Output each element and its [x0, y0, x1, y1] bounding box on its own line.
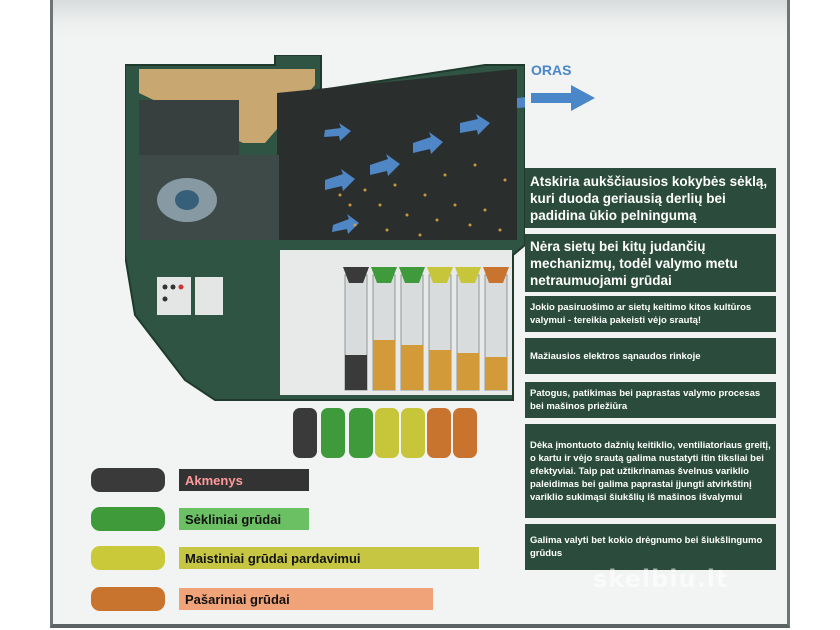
legend-chip-food: [91, 546, 165, 570]
top-shadow: [53, 0, 787, 40]
feature-box-5: [525, 382, 776, 418]
feature-text-1: Atskiria aukščiausios kokybės sėklą, kuri duoda geriausią derlių bei padidina ūkio pelningumą: [530, 173, 768, 223]
legend-label-feed: Pašariniai grūdai: [179, 588, 433, 610]
feature-box-1: [525, 168, 776, 228]
feature-text-7: Galima valyti bet kokio drėgnumo bei šiukšlingumo grūdus: [530, 535, 763, 559]
feature-box-6: [525, 424, 776, 518]
grain-sample-food-2: [401, 408, 425, 458]
grain-sample-feed-1: [427, 408, 451, 458]
feature-box-2: [525, 234, 776, 292]
legend-chip-feed: [91, 587, 165, 611]
legend-label-stones: Akmenys: [179, 469, 309, 491]
feature-text-2: Nėra sietų bei kitų judančių mechanizmų, todėl valymo metu netraumuojami grūdai: [530, 238, 738, 288]
grain-sample-seed-1: [321, 408, 345, 458]
feature-box-7: [525, 524, 776, 570]
legend-label-food: Maistiniai grūdai pardavimui: [179, 547, 479, 569]
watermark-logo: skelbiu.lt: [593, 565, 729, 593]
feature-text-6: Dėka įmontuoto dažnių keitiklio, ventiliatoriaus greitį, o kartu ir vėjo srautą galima nustatyti itin tiksliai bei efektyviai. Taip pat užtikrinamas švelnus variklio paleidimas bei galima paprastai įjungti atvirkštinį variklio sukimąsi šiukšlių iš mašinos išvalymui: [530, 439, 771, 503]
grain-sample-feed-2: [453, 408, 477, 458]
legend-chip-stones: [91, 468, 165, 492]
air-label: ORAS: [531, 62, 572, 78]
feature-text-3: Jokio pasiruošimo ar sietų keitimo kitos kultūros valymui - tereikia pakeisti vėjo srautą!: [530, 302, 752, 326]
feature-text-5: Patogus, patikimas bei paprastas valymo procesas bei mašinos priežiūra: [530, 388, 761, 412]
feature-box-3: [525, 296, 776, 332]
grain-separator-machine-illustration: [125, 55, 525, 405]
air-arrow-icon: [531, 84, 597, 112]
diagram-frame: [50, 0, 790, 628]
feature-box-4: [525, 338, 776, 374]
feature-text-4: Mažiausios elektros sąnaudos rinkoje: [530, 350, 701, 362]
grain-sample-seed-2: [349, 408, 373, 458]
legend-label-seed: Sėkliniai grūdai: [179, 508, 309, 530]
grain-sample-food-1: [375, 408, 399, 458]
legend-chip-seed: [91, 507, 165, 531]
grain-sample-stones: [293, 408, 317, 458]
